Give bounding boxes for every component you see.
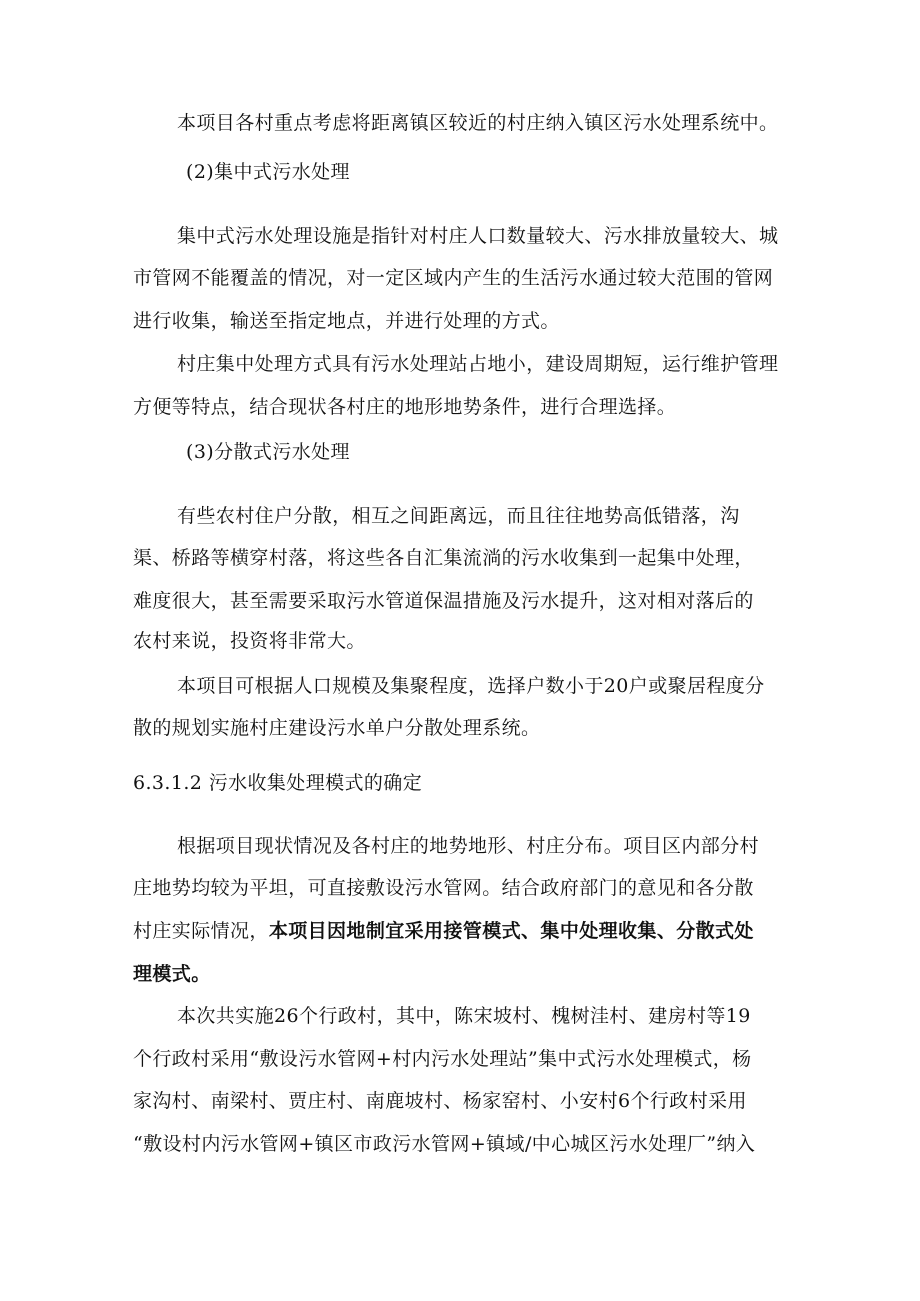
paragraph-line: 进行收集，输送至指定地点，并进行处理的方式。 [133,310,560,332]
bold-emphasis: 本项目因地制宜采用接管模式、集中处理收集、分散式处 [268,920,754,942]
paragraph-line: 村庄集中处理方式具有污水处理站占地小，建设周期短，运行维护管理 [177,353,779,375]
paragraph-line: 本次共实施26个行政村，其中，陈宋坡村、槐树洼村、建房村等19 [177,1005,751,1027]
paragraph-line: 本项目各村重点考虑将距离镇区较近的村庄纳入镇区污水处理系统中。 [177,112,779,134]
paragraph-line [133,918,754,944]
paragraph-line: 本项目可根据人口规模及集聚程度，选择户数小于20户或聚居程度分 [177,675,765,697]
paragraph-line: 农村来说，投资将非常大。 [133,630,366,652]
paragraph-line: 集中式污水处理设施是指针对村庄人口数量较大、污水排放量较大、城 [177,225,779,247]
paragraph-text: 村庄实际情况， [133,920,269,942]
paragraph-line: 方便等特点，结合现状各村庄的地形地势条件，进行合理选择。 [133,396,677,418]
bold-emphasis-line: 理模式。 [133,963,211,985]
paragraph-line: 有些农村住户分散，相互之间距离远，而且往往地势高低错落，沟 [177,505,740,527]
paragraph-line: 难度很大，甚至需要采取污水管道保温措施及污水提升，这对相对落后的 [133,590,754,612]
paragraph-line: 家沟村、南梁村、贾庄村、南鹿坡村、杨家窑村、小安村6个行政村采用 [133,1090,747,1112]
paragraph-line: 市管网不能覆盖的情况，对一定区域内产生的生活污水通过较大范围的管网 [133,267,774,289]
paragraph-line: 个行政村采用“敷设污水管网+村内污水处理站”集中式污水处理模式，杨 [133,1048,752,1070]
subsection-heading: (3)分散式污水处理 [186,441,350,463]
paragraph-line: 渠、桥路等横穿村落，将这些各自汇集流淌的污水收集到一起集中处理， [133,547,754,569]
paragraph-line: 根据项目现状情况及各村庄的地势地形、村庄分布。项目区内部分村 [177,835,760,857]
section-heading: 6.3.1.2 污水收集处理模式的确定 [133,772,423,794]
subsection-heading: (2)集中式污水处理 [186,161,350,183]
paragraph-line: 散的规划实施村庄建设污水单户分散处理系统。 [133,717,541,739]
paragraph-line: “敷设村内污水管网+镇区市政污水管网+镇域/中心城区污水处理厂”纳入 [133,1133,756,1155]
paragraph-line: 庄地势均较为平坦，可直接敷设污水管网。结合政府部门的意见和各分散 [133,877,754,899]
